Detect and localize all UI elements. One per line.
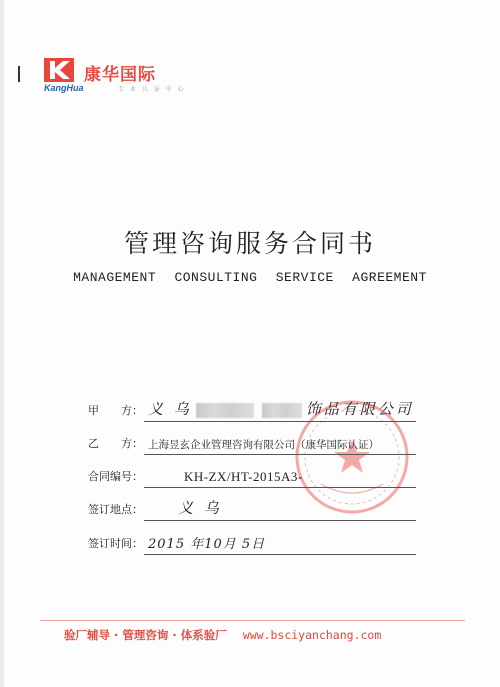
k-logo-icon [44, 58, 74, 82]
contract-number-label: 合同编号： [88, 470, 143, 483]
party-b-row [88, 433, 418, 455]
signing-place-label: 签订地点： [88, 503, 143, 516]
contract-number-underline [144, 487, 416, 488]
party-b-value: 上海昱玄企业管理咨询有限公司（康华国际认证） [148, 439, 379, 451]
signing-date-label: 签订时间： [88, 537, 143, 550]
brand-name-cn: 康华国际 [84, 65, 156, 85]
party-a-label: 甲 方： [88, 404, 143, 417]
party-b-label: 乙 方： [88, 437, 143, 450]
footer-website-link[interactable]: www.bsciyanchang.com [242, 628, 382, 642]
party-a-city: 义 乌 [148, 400, 192, 418]
brand-name-en: KangHua [44, 83, 84, 93]
signing-date-row [88, 533, 418, 555]
company-logo [44, 58, 184, 94]
agreement-title-en: MANAGEMENT CONSULTING SERVICE AGREEMENT [73, 270, 427, 285]
footer-divider [40, 620, 465, 621]
footer-services: 验厂辅导 · 管理咨询 · 体系验厂 [64, 628, 227, 642]
signing-date-value: 2015 年10月 5日 [148, 537, 266, 552]
party-a-row [88, 400, 418, 422]
signing-place-row [88, 499, 418, 521]
contract-number-value: KH-ZX/HT-2015A3- [184, 469, 303, 484]
scan-edge-shadow [0, 0, 4, 687]
agreement-title-cn: 管理咨询服务合同书 [123, 229, 376, 258]
footer [64, 627, 381, 643]
brand-tagline: 专 业 认 证 中 心 [118, 86, 186, 93]
signing-place-underline [144, 520, 416, 521]
signing-date-underline [144, 554, 416, 555]
redaction-block [262, 403, 302, 418]
party-a-underline [144, 421, 416, 422]
contract-number-row [88, 466, 418, 488]
redaction-block [196, 403, 254, 418]
signing-place-value: 义 乌 [178, 499, 222, 517]
party-b-underline [144, 454, 416, 455]
binder-mark [18, 66, 20, 82]
party-a-company-suffix: 饰品有限公司 [305, 400, 414, 418]
party-a-value [148, 398, 414, 419]
